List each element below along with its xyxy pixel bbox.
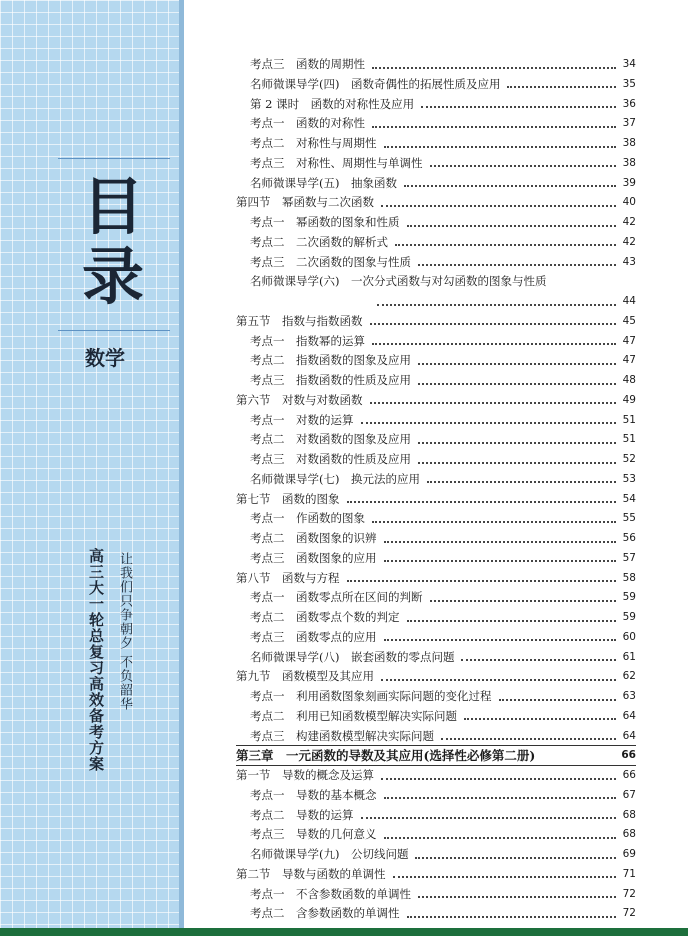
toc-section-row <box>236 568 636 588</box>
toc-page-number: 48 <box>622 374 636 386</box>
toc-entry-label: 考点二 函数零点个数的判定 <box>250 610 400 624</box>
toc-leader-dots <box>384 638 617 641</box>
toc-entry-row <box>250 903 636 923</box>
toc-page-number: 47 <box>622 334 636 347</box>
toc-leader-dots <box>542 758 602 759</box>
toc-leader-dots <box>407 619 617 622</box>
toc-page-number: 66 <box>621 749 636 762</box>
toc-section-row <box>236 192 636 212</box>
toc-page-number: 36 <box>622 97 636 110</box>
toc-leader-dots <box>384 145 617 148</box>
toc-entry-label: 考点一 作函数的图象 <box>250 511 365 526</box>
toc-page-number: 60 <box>622 630 636 643</box>
toc-entry-row <box>250 548 636 568</box>
toc-entry-row <box>250 429 636 449</box>
toc-entry-row <box>250 271 636 291</box>
toc-entry-label: 名师微课导学(九) 公切线问题 <box>250 847 409 861</box>
toc-entry-row <box>250 350 636 370</box>
toc-page-number: 44 <box>622 295 636 307</box>
toc-page-number: 43 <box>622 255 636 268</box>
page-bottom-bar <box>0 928 688 936</box>
toc-page-number: 51 <box>622 433 636 446</box>
toc-page-number: 66 <box>622 769 636 781</box>
toc-leader-dots <box>421 105 616 108</box>
toc-entry-row <box>250 153 636 173</box>
toc-entry-row <box>250 824 636 844</box>
toc-leader-dots <box>418 362 616 365</box>
toc-entry-row <box>250 212 636 232</box>
toc-page-number: 63 <box>622 690 636 702</box>
toc-title-char-1: 目 <box>81 170 144 243</box>
toc-entry-row <box>370 291 636 311</box>
toc-page-number: 56 <box>622 532 636 544</box>
toc-page-number: 53 <box>622 472 636 485</box>
toc-entry-row <box>250 469 636 489</box>
toc-page-number: 58 <box>622 571 636 584</box>
toc-title-char-2: 录 <box>81 240 144 313</box>
toc-entry-row <box>250 706 636 726</box>
toc-page-number: 71 <box>622 867 636 880</box>
toc-leader-dots <box>381 678 616 681</box>
toc-leader-dots <box>464 717 616 720</box>
toc-entry-label: 考点三 指数函数的性质及应用 <box>250 373 411 387</box>
book-title: 高三大一轮总复习高效备考方案 <box>87 548 105 772</box>
toc-section-row <box>236 666 636 686</box>
sidebar-edge <box>179 0 184 936</box>
toc-entry-row <box>250 173 636 193</box>
toc-leader-dots <box>407 224 617 227</box>
toc-page-number: 59 <box>622 591 636 604</box>
toc-entry-row <box>250 607 636 627</box>
toc-entry-label: 第七节 函数的图象 <box>236 491 340 506</box>
toc-page-number: 45 <box>622 314 636 327</box>
toc-entry-label: 考点一 对数的运算 <box>250 412 354 427</box>
toc-entry-label: 考点三 构建函数模型解决实际问题 <box>250 728 434 743</box>
toc-entry-label: 考点三 函数零点的应用 <box>250 629 377 644</box>
toc-leader-dots <box>441 737 616 740</box>
toc-page-number: 64 <box>622 729 636 742</box>
toc-leader-dots <box>384 796 617 799</box>
toc-leader-dots <box>507 85 616 88</box>
toc-leader-dots <box>404 184 616 187</box>
toc-entry-row <box>250 94 636 114</box>
toc-entry-label: 考点一 函数零点所在区间的判断 <box>250 590 423 605</box>
toc-leader-dots <box>407 915 617 918</box>
toc-leader-dots <box>347 579 617 582</box>
toc-entry-row <box>250 647 636 667</box>
toc-leader-dots <box>372 520 616 523</box>
toc-entry-row <box>250 232 636 252</box>
toc-entry-label: 第九节 函数模型及其应用 <box>236 669 374 684</box>
toc-page-number: 51 <box>622 413 636 426</box>
toc-entry-label: 考点一 利用函数图象刻画实际问题的变化过程 <box>250 689 492 703</box>
toc-page-number: 72 <box>622 907 636 920</box>
toc-entry-label: 考点一 不含参数函数的单调性 <box>250 886 411 901</box>
toc-section-row <box>236 864 636 884</box>
toc-page-number: 72 <box>622 887 636 900</box>
toc-entry-row <box>250 74 636 94</box>
toc-leader-dots <box>381 777 616 780</box>
toc-entry-row <box>250 113 636 133</box>
toc-page-number: 62 <box>622 670 636 683</box>
toc-leader-dots <box>430 164 617 167</box>
toc-entry-label: 考点一 幂函数的图象和性质 <box>250 215 400 229</box>
toc-entry-label: 第四节 幂函数与二次函数 <box>236 195 374 210</box>
toc-leader-dots <box>384 540 617 543</box>
toc-page-number: 35 <box>622 77 636 90</box>
toc-chapter-row <box>236 745 636 765</box>
toc-leader-dots <box>418 263 616 266</box>
toc-leader-dots <box>415 856 616 859</box>
toc-leader-dots <box>418 461 616 464</box>
toc-page-number: 52 <box>622 453 636 465</box>
toc-entry-row <box>250 587 636 607</box>
toc-leader-dots <box>395 243 616 246</box>
toc-leader-dots <box>430 599 617 602</box>
toc-entry-label: 考点一 函数的对称性 <box>250 116 365 131</box>
toc-page-number: 69 <box>622 848 636 860</box>
toc-leader-dots <box>372 66 616 69</box>
toc-entry-label: 第 2 课时 函数的对称性及应用 <box>250 96 415 111</box>
toc-leader-dots <box>361 421 617 424</box>
toc-page-number: 68 <box>622 828 636 841</box>
toc-page-number: 67 <box>622 788 636 801</box>
toc-leader-dots <box>372 342 616 345</box>
toc-section-row <box>236 489 636 509</box>
toc-entry-label: 第二节 导数与函数的单调性 <box>236 866 386 881</box>
sidebar-rule-bottom <box>58 330 170 331</box>
toc-page-number: 47 <box>622 354 636 367</box>
toc-leader-dots <box>384 559 617 562</box>
toc-page-number: 68 <box>622 808 636 821</box>
toc-entry-label: 考点一 导数的基本概念 <box>250 787 377 802</box>
toc-entry-label: 名师微课导学(七) 换元法的应用 <box>250 471 420 486</box>
toc-page-number: 64 <box>622 709 636 722</box>
toc-leader-dots <box>370 322 617 325</box>
toc-leader-dots <box>393 875 617 878</box>
toc-page-number: 59 <box>622 611 636 623</box>
toc-entry-label: 考点三 对称性、周期性与单调性 <box>250 155 423 170</box>
toc-entry-row <box>250 785 636 805</box>
toc-leader-dots <box>347 500 617 503</box>
slogan: 让我们只争朝夕 不负韶华 <box>117 552 132 712</box>
toc-leader-dots <box>499 698 617 701</box>
toc-entry-label: 考点二 利用已知函数模型解决实际问题 <box>250 708 457 723</box>
toc-section-row <box>236 390 636 410</box>
toc-page-number: 40 <box>622 196 636 209</box>
toc-leader-dots <box>370 401 617 404</box>
toc-page-number: 49 <box>622 393 636 406</box>
toc-page-number: 57 <box>622 551 636 564</box>
sidebar-rule-top <box>58 158 170 159</box>
toc-leader-dots <box>418 441 616 444</box>
toc-entry-row <box>250 252 636 272</box>
toc-section-row <box>236 765 636 785</box>
toc-entry-label: 考点二 导数的运算 <box>250 807 354 822</box>
toc-entry-label: 第一节 导数的概念及运算 <box>236 768 374 782</box>
toc-entry-row <box>250 528 636 548</box>
toc-entry-row <box>250 410 636 430</box>
toc-entry-label: 第八节 函数与方程 <box>236 570 340 585</box>
toc-page-number: 39 <box>622 176 636 189</box>
toc-entry-label: 第六节 对数与对数函数 <box>236 392 363 407</box>
toc-entry-row <box>250 54 636 74</box>
cover-sidebar <box>0 0 181 936</box>
toc-leader-dots <box>372 125 616 128</box>
toc-entry-label: 考点三 函数的周期性 <box>250 57 365 71</box>
toc-entry-label: 名师微课导学(八) 嵌套函数的零点问题 <box>250 649 455 664</box>
toc-leader-dots <box>418 382 616 385</box>
toc-page-number: 34 <box>622 58 636 70</box>
toc-leader-dots <box>461 658 616 661</box>
toc-leader-dots <box>361 816 617 819</box>
toc-entry-label: 考点三 导数的几何意义 <box>250 827 377 842</box>
toc-leader-dots <box>427 480 616 483</box>
toc-entry-label: 考点二 函数图象的识辨 <box>250 531 377 545</box>
toc-entry-label: 第三章 一元函数的导数及其应用(选择性必修第二册) <box>236 748 536 764</box>
toc-page-number: 54 <box>622 492 636 505</box>
toc-leader-dots <box>384 836 617 839</box>
toc-entry-row <box>250 449 636 469</box>
toc-leader-dots <box>377 303 616 306</box>
toc-page-number: 42 <box>622 235 636 248</box>
toc-entry-row <box>250 508 636 528</box>
toc-entry-label: 考点二 指数函数的图象及应用 <box>250 353 411 368</box>
toc-leader-dots <box>418 895 616 898</box>
toc-entry-label: 考点二 含参数函数的单调性 <box>250 906 400 921</box>
toc-entry-row <box>250 331 636 351</box>
toc-entry-row <box>250 686 636 706</box>
toc-entry-label: 名师微课导学(四) 函数奇偶性的拓展性质及应用 <box>250 76 501 91</box>
toc-entry-label: 名师微课导学(六) 一次分式函数与对勾函数的图象与性质 <box>250 274 547 289</box>
toc-leader-dots <box>381 204 616 207</box>
toc-entry-label: 第五节 指数与指数函数 <box>236 313 363 328</box>
toc-page-number: 38 <box>622 156 636 169</box>
toc-page-number: 38 <box>622 137 636 149</box>
toc-page-number: 42 <box>622 216 636 228</box>
toc-entry-label: 名师微课导学(五) 抽象函数 <box>250 175 397 190</box>
toc-entry-label: 考点三 函数图象的应用 <box>250 550 377 565</box>
toc-entry-row <box>250 805 636 825</box>
subject-label: 数学 <box>85 346 125 370</box>
toc-entry-row <box>250 370 636 390</box>
toc-page-number: 37 <box>622 117 636 130</box>
toc-entry-label: 考点三 二次函数的图象与性质 <box>250 254 411 269</box>
toc-entry-row <box>250 844 636 864</box>
toc-page-number: 61 <box>622 650 636 663</box>
toc-entry-row <box>250 884 636 904</box>
toc-entry-label: 考点二 二次函数的解析式 <box>250 234 388 249</box>
toc-entry-label: 考点二 对称性与周期性 <box>250 136 377 150</box>
chapter-overline <box>236 745 636 746</box>
toc-entry-row <box>250 133 636 153</box>
toc-entry-label: 考点二 对数函数的图象及应用 <box>250 432 411 447</box>
toc-entry-row <box>250 627 636 647</box>
toc-entry-row <box>250 726 636 746</box>
toc-page-number: 55 <box>622 512 636 525</box>
toc-entry-label: 考点一 指数幂的运算 <box>250 333 365 348</box>
toc-entry-label: 考点三 对数函数的性质及应用 <box>250 452 411 466</box>
toc-section-row <box>236 311 636 331</box>
